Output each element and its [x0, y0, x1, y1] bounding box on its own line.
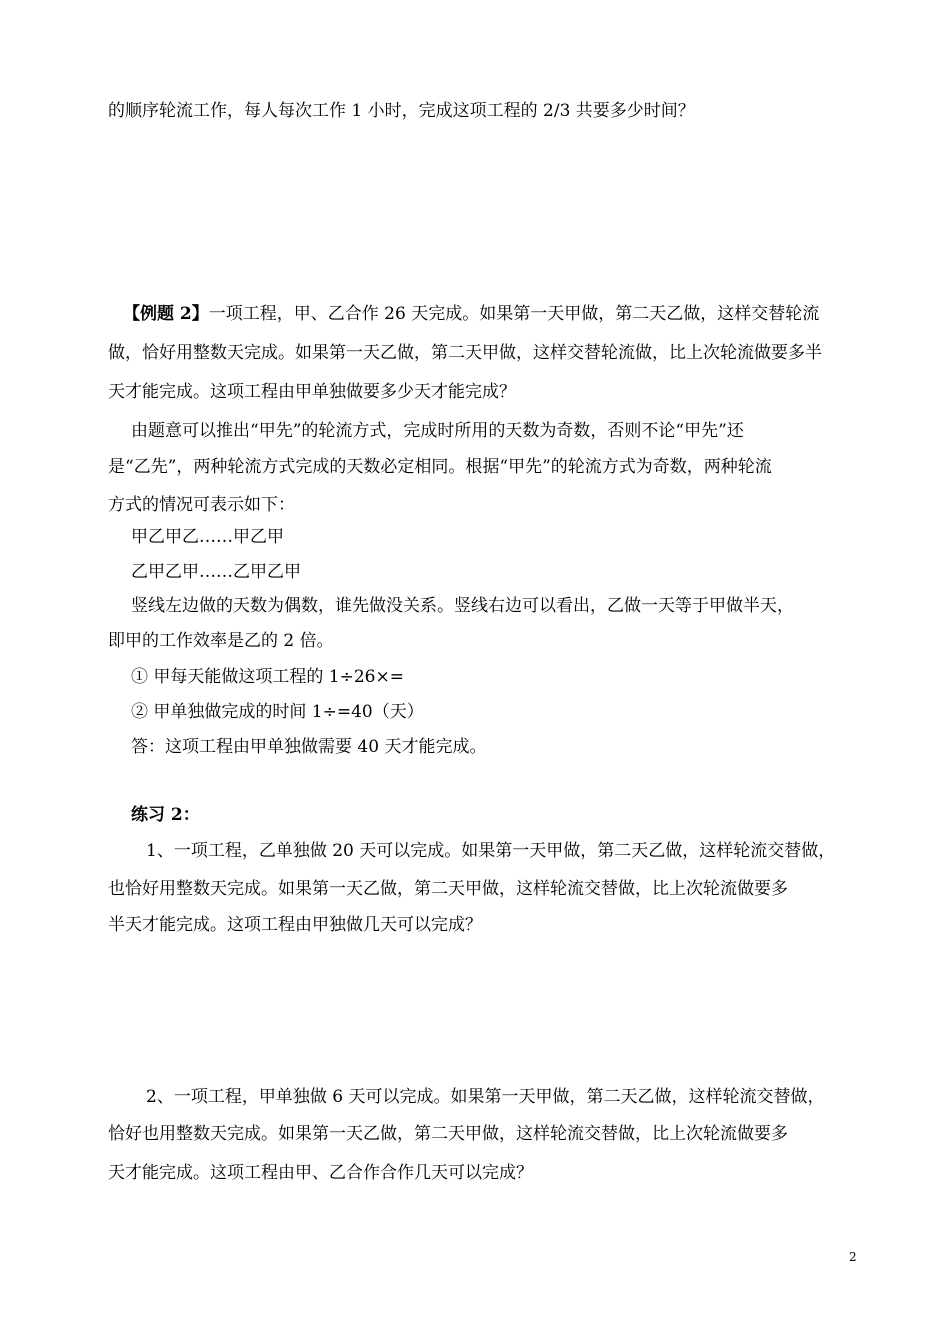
solution-line-5: 即甲的工作效率是乙的 2 倍。 — [108, 631, 334, 651]
solution-step-2: ② 甲单独做完成的时间 1÷=40（天） — [131, 702, 424, 722]
practice-q2-line-1: 2、一项工程，甲单独做 6 天可以完成。如果第一天甲做，第二天乙做，这样轮流交替做， — [146, 1087, 825, 1107]
solution-step-1: ① 甲每天能做这项工程的 1÷26×= — [131, 667, 404, 687]
sequence-yi-first: 乙甲乙甲……乙甲乙甲 — [131, 562, 301, 582]
example-2-line-3: 天才能完成。这项工程由甲单独做要多少天才能完成？ — [108, 382, 516, 402]
intro-line: 的顺序轮流工作，每人每次工作 1 小时，完成这项工程的 2/3 共要多少时间？ — [108, 101, 695, 121]
page-number: 2 — [849, 1250, 857, 1264]
example-2-line-1 — [123, 304, 819, 324]
example-2-line-2: 做，恰好用整数天完成。如果第一天乙做，第二天甲做，这样交替轮流做，比上次轮流做要多半 — [108, 343, 822, 363]
solution-line-3: 方式的情况可表示如下： — [108, 495, 295, 515]
solution-answer: 答：这项工程由甲单独做需要 40 天才能完成。 — [131, 737, 487, 757]
solution-line-1: 由题意可以推出“甲先”的轮流方式，完成时所用的天数为奇数，否则不论“甲先”还 — [131, 421, 744, 441]
practice-q1-line-1: 1、一项工程，乙单独做 20 天可以完成。如果第一天甲做，第二天乙做，这样轮流交替做， — [146, 841, 836, 861]
practice-q2-line-3: 天才能完成。这项工程由甲、乙合作合作几天可以完成？ — [108, 1163, 533, 1183]
practice-q2-line-2: 恰好也用整数天完成。如果第一天乙做，第二天甲做，这样轮流交替做，比上次轮流做要多 — [108, 1124, 788, 1144]
example-text: 一项工程，甲、乙合作 26 天完成。如果第一天甲做，第二天乙做，这样交替轮流 — [208, 304, 820, 324]
solution-line-2: 是“乙先”，两种轮流方式完成的天数必定相同。根据“甲先”的轮流方式为奇数，两种轮流 — [108, 457, 772, 477]
example-label: 【例题 2】 — [123, 304, 209, 324]
solution-line-4: 竖线左边做的天数为偶数，谁先做没关系。竖线右边可以看出，乙做一天等于甲做半天， — [131, 596, 794, 616]
practice-q1-line-3: 半天才能完成。这项工程由甲独做几天可以完成？ — [108, 915, 482, 935]
practice-q1-line-2: 也恰好用整数天完成。如果第一天乙做，第二天甲做，这样轮流交替做，比上次轮流做要多 — [108, 879, 788, 899]
practice-heading: 练习 2： — [131, 805, 200, 825]
sequence-jia-first: 甲乙甲乙……甲乙甲 — [131, 527, 284, 547]
